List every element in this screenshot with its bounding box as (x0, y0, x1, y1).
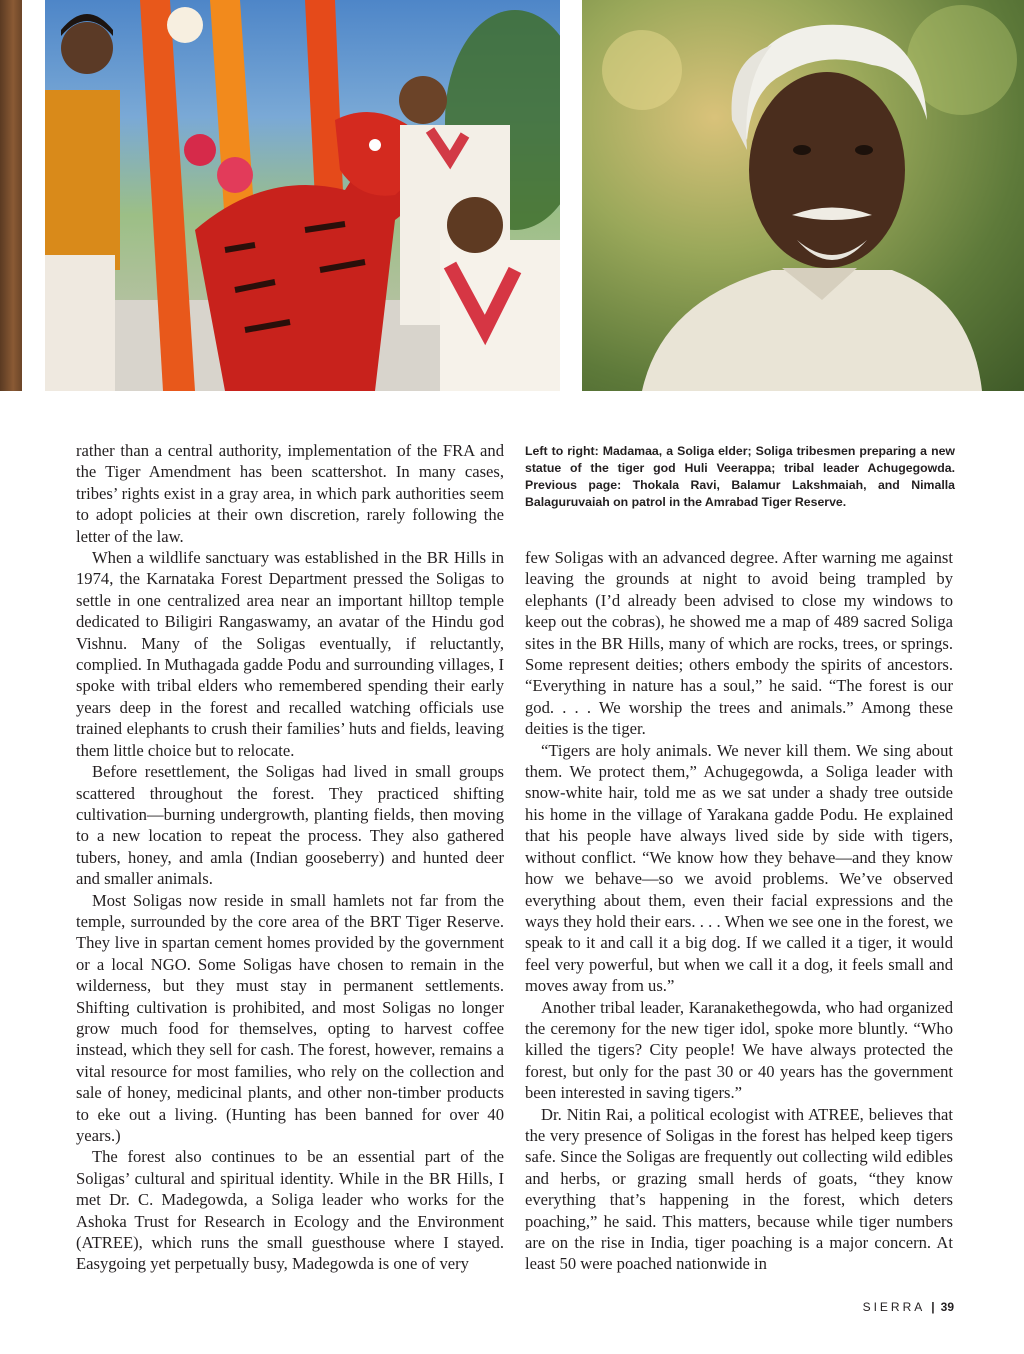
body-paragraph: The forest also continues to be an essential part of the Soligas’ cultural and spiritual identity. While in the BR Hills, I met Dr. C. Madegowda, a Soliga leader who works for the Ashoka Trust for Research in Ecology and the Environment (ATREE), which runs the small guesthouse where I stayed. Easygoing yet perpetually busy, Madegowda is one of very (76, 1147, 504, 1274)
body-column-right (525, 547, 953, 1275)
body-paragraph: Dr. Nitin Rai, a political ecologist with ATREE, believes that the very presence of Soligas in the forest has helped keep tigers safe. Since the Soligas are frequently out collecting wild edibles and herbs, or grazing small herds of goats, “they know everything that’s happening in the forest, which deters poaching,” he said. This matters, because while tiger numbers are on the rise in India, tiger poaching is a major concern. At least 50 were poached nationwide in (525, 1104, 953, 1274)
body-paragraph: Another tribal leader, Karanakethegowda, who had organized the ceremony for the new tiger idol, spoke more bluntly. “Who killed the tigers? City people! We have always protected the forest, but only for the past 30 or 40 years has the government been interested in saving tigers.” (525, 997, 953, 1103)
body-paragraph: When a wildlife sanctuary was established in the BR Hills in 1974, the Karnataka Forest Department pressed the Soligas to settle in one centralized area near an important hilltop temple dedicated to Biligiri Rangaswamy, an avatar of the Hindu god Vishnu. Many of the Soligas eventually, if reluctantly, complied. In Muthagada gadde Podu and surrounding villages, I spoke with tribal elders who remembered spending their early years deep in the forest and recalled watching officials use trained elephants to crush their families’ huts and fields, leaving them little choice but to relocate. (76, 548, 504, 760)
folio-separator: | (931, 1300, 935, 1314)
ceremony-illustration (45, 0, 560, 391)
portrait-illustration (582, 0, 1024, 391)
photo-caption: Left to right: Madamaa, a Soliga elder; Soliga tribesmen preparing a new statue of the tiger god Huli Veerappa; tribal leader Achugegowda. Previous page: Thokala Ravi, Balamur Lakshmaiah, and Nimalla Balaguruvaiah on patrol in the Amrabad Tiger Reserve. (525, 444, 955, 509)
body-paragraph: few Soligas with an advanced degree. After warning me against leaving the grounds at night to avoid being trampled by elephants (I’d already been advised to close my windows to keep out the cobras), he showed me a map of 489 sacred Soliga sites in the BR Hills, many of which are rocks, trees, or springs. Some represent deities; others embody the spirits of ancestors. “Everything in nature has a soul,” he said. “The forest is our god. . . . We worship the trees and animals.” Among these deities is the tiger. (525, 548, 953, 739)
body-paragraph: Before resettlement, the Soligas had lived in small groups scattered throughout the forest. They practiced shifting cultivation—burning undergrowth, planting fields, then moving to a new location to repeat the process. They also gathered tubers, honey, and amla (Indian gooseberry) and hunted deer and smaller animals. (76, 762, 504, 889)
photo-achugegowda-portrait (582, 0, 1024, 391)
photo-tiger-statue-ceremony (45, 0, 560, 391)
body-paragraph: “Tigers are holy animals. We never kill them. We sing about them. We protect them,” Achugegowda, a Soliga leader with snow-white hair, told me as we sat under a shady tree outside his home in the village of Yarakana gadde Podu. He explained that his people have always lived side by side with tigers, without conflict. “We know how they behave—and they know how we behave—so we avoid problems. We’ve observed everything about them, even their facial expressions and the ways they hold their ears. . . . When we see one in the forest, we speak to it and call it a big dog. If we called it a tiger, it would feel very powerful, but when we call it a dog, it feels small and moves away from us.” (525, 740, 953, 996)
page-folio (863, 1300, 954, 1314)
magazine-name: SIERRA (862, 1300, 926, 1314)
body-paragraph: rather than a central authority, implementation of the FRA and the Tiger Amendment has been scattershot. In many cases, tribes’ rights exist in a gray area, in which park authorities seem to adopt policies at their own discretion, rarely following the letter of the law. (76, 441, 504, 546)
previous-photo-edge (0, 0, 22, 391)
body-paragraph: Most Soligas now reside in small hamlets not far from the temple, surrounded by the core area of the BRT Tiger Reserve. They live in spartan cement homes provided by the government or a local NGO. Some Soligas have chosen to remain in the wilderness, but they must stay in permanent settlements. Shifting cultivation is prohibited, and most Soligas no longer grow much food for themselves, opting to harvest coffee instead, which they sell for cash. The forest, however, remains a vital resource for most families, who rely on the collection and sale of honey, medicinal plants, and other non-timber products to eke out a living. (Hunting has been banned for over 40 years.) (76, 890, 504, 1145)
body-column-left (76, 440, 504, 1275)
photo-strip (0, 0, 1024, 391)
page-number: 39 (940, 1300, 954, 1314)
